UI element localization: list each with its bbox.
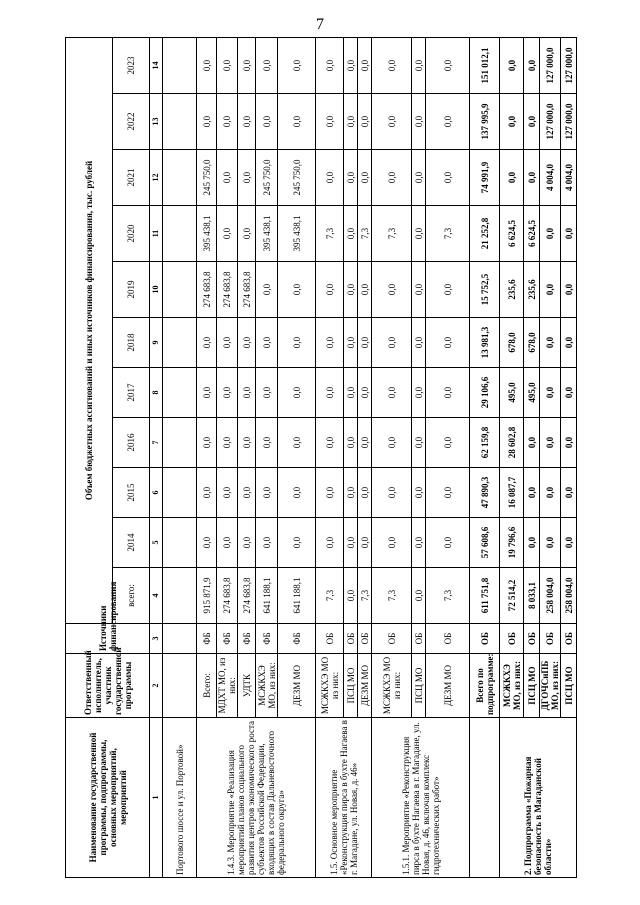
row-executor: ПСЦ МО	[412, 654, 426, 718]
row-year-value: 0,0	[256, 518, 278, 568]
row-year-value: 235,6	[500, 262, 524, 318]
row-total-value	[163, 568, 197, 624]
column-number: 14	[150, 37, 163, 93]
row-executor: ДЕЗМ МО	[426, 654, 470, 718]
row-year-value: 0,0	[426, 468, 470, 518]
row-year-value: 0,0	[561, 318, 577, 368]
row-source: ФБ	[238, 624, 256, 654]
row-year-value: 0,0	[524, 94, 540, 150]
row-executor: ПСЦ МО	[524, 654, 540, 718]
row-year-value: 0,0	[561, 518, 577, 568]
row-year-value: 0,0	[344, 206, 358, 262]
row-year-value: 678,0	[524, 318, 540, 368]
row-year-value: 0,0	[358, 94, 372, 150]
row-year-value: 0,0	[358, 37, 372, 93]
row-source: ОБ	[426, 624, 470, 654]
row-year-value: 0,0	[561, 468, 577, 518]
row-year-value: 21 252,8	[470, 206, 500, 262]
row-name: 1.5. Основное мероприятие «Реконструкция пирса в бухте Нагаева в г. Магадане, ул. Новая, д. 46»	[316, 718, 372, 878]
row-year-value: 13 981,3	[470, 318, 500, 368]
row-year-value: 0,0	[412, 318, 426, 368]
row-year-value: 0,0	[412, 206, 426, 262]
row-year-value: 0,0	[524, 37, 540, 93]
row-year-value: 0,0	[500, 94, 524, 150]
row-year-value: 0,0	[540, 418, 561, 468]
row-executor: ПСЦ МО	[561, 654, 577, 718]
row-year-value	[163, 368, 197, 418]
row-source: ФБ	[256, 624, 278, 654]
row-source: ОБ	[316, 624, 344, 654]
row-total-value: 915 871,9	[197, 568, 217, 624]
row-source: ФБ	[197, 624, 217, 654]
row-year-value: 57 608,6	[470, 518, 500, 568]
row-year-value	[163, 418, 197, 468]
row-year-value: 0,0	[372, 468, 412, 518]
row-executor: ДГОЧСиПБ МО, из них:	[540, 654, 561, 718]
row-year-value: 0,0	[561, 262, 577, 318]
row-executor: МСЖКХЭ МО, из них:	[256, 654, 278, 718]
row-year-value: 0,0	[278, 262, 316, 318]
row-year-value: 235,6	[524, 262, 540, 318]
row-year-value: 0,0	[197, 94, 217, 150]
row-year-value: 0,0	[540, 206, 561, 262]
row-year-value: 0,0	[358, 150, 372, 206]
header-year: 2019	[113, 262, 150, 318]
row-year-value: 0,0	[372, 368, 412, 418]
row-year-value: 0,0	[426, 37, 470, 93]
header-year: 2018	[113, 318, 150, 368]
column-number: 10	[150, 262, 163, 318]
row-year-value: 274 683,8	[238, 262, 256, 318]
row-year-value: 127 000,0	[561, 94, 577, 150]
row-year-value: 0,0	[256, 368, 278, 418]
row-year-value: 0,0	[412, 94, 426, 150]
row-executor: ДЕЗМ МО	[278, 654, 316, 718]
row-year-value: 0,0	[358, 318, 372, 368]
header-year: 2020	[113, 206, 150, 262]
row-executor: ПСЦ МО	[344, 654, 358, 718]
row-executor	[163, 654, 197, 718]
row-year-value: 7,3	[372, 206, 412, 262]
row-executor: ДЕЗМ МО	[358, 654, 372, 718]
row-year-value: 495,0	[524, 368, 540, 418]
column-number: 12	[150, 150, 163, 206]
row-year-value: 0,0	[278, 37, 316, 93]
row-year-value: 0,0	[238, 418, 256, 468]
row-year-value: 0,0	[256, 94, 278, 150]
row-executor: МСЖКХЭ МО из них:	[316, 654, 344, 718]
row-source: ОБ	[470, 624, 500, 654]
row-year-value: 0,0	[217, 518, 238, 568]
row-executor: УДТК	[238, 654, 256, 718]
row-year-value: 0,0	[561, 368, 577, 418]
row-source: ОБ	[372, 624, 412, 654]
table-row	[316, 37, 344, 877]
row-year-value: 0,0	[524, 150, 540, 206]
row-year-value: 0,0	[540, 318, 561, 368]
rotated-table-container	[65, 38, 610, 878]
row-year-value: 0,0	[217, 150, 238, 206]
column-number: 3	[150, 624, 163, 654]
row-year-value: 0,0	[217, 37, 238, 93]
row-year-value: 0,0	[426, 318, 470, 368]
row-year-value: 495,0	[500, 368, 524, 418]
row-total-value: 7,3	[372, 568, 412, 624]
row-year-value: 0,0	[344, 94, 358, 150]
row-year-value: 0,0	[256, 468, 278, 518]
row-source: ОБ	[344, 624, 358, 654]
row-executor: Всего по подпрограмме:	[470, 654, 500, 718]
row-year-value: 0,0	[540, 262, 561, 318]
row-year-value	[163, 94, 197, 150]
column-number: 11	[150, 206, 163, 262]
row-year-value: 0,0	[238, 368, 256, 418]
row-year-value: 0,0	[316, 262, 344, 318]
row-executor: МДХТ МО, из них:	[217, 654, 238, 718]
row-year-value: 28 602,8	[500, 418, 524, 468]
column-number: 6	[150, 468, 163, 518]
page-number: 7	[316, 16, 324, 33]
row-year-value: 7,3	[426, 206, 470, 262]
row-year-value: 6 624,5	[524, 206, 540, 262]
row-year-value: 0,0	[316, 150, 344, 206]
row-executor: Всего:	[197, 654, 217, 718]
row-total-value: 7,3	[426, 568, 470, 624]
row-year-value	[163, 206, 197, 262]
row-name: 1.4.3. Мероприятие «Реализация мероприятий планов социального развития центров экономического роста субъектов Российской Федерации, входящих в состав Дальневосточного федерального округа»	[197, 718, 316, 878]
row-year-value: 0,0	[540, 518, 561, 568]
row-year-value: 0,0	[344, 468, 358, 518]
column-number: 4	[150, 568, 163, 624]
row-year-value: 62 159,8	[470, 418, 500, 468]
row-year-value: 0,0	[540, 468, 561, 518]
header-year: 2014	[113, 518, 150, 568]
row-year-value: 0,0	[316, 518, 344, 568]
row-year-value: 0,0	[358, 468, 372, 518]
row-name	[470, 718, 500, 878]
row-year-value: 0,0	[217, 206, 238, 262]
row-year-value: 7,3	[316, 206, 344, 262]
row-year-value: 0,0	[344, 318, 358, 368]
row-source: ОБ	[540, 624, 561, 654]
row-year-value: 0,0	[372, 37, 412, 93]
row-year-value: 15 752,5	[470, 262, 500, 318]
header-year: 2015	[113, 468, 150, 518]
row-year-value: 0,0	[344, 150, 358, 206]
row-year-value: 127 000,0	[540, 94, 561, 150]
header-executor: Ответственный исполнитель, участник государственной программы	[66, 654, 150, 718]
row-source: ОБ	[358, 624, 372, 654]
row-total-value: 258 004,0	[561, 568, 577, 624]
row-year-value: 0,0	[197, 418, 217, 468]
row-year-value: 245 750,0	[278, 150, 316, 206]
row-year-value: 395 438,1	[278, 206, 316, 262]
row-year-value: 0,0	[344, 518, 358, 568]
row-executor: МСЖКХЭ МО из них:	[372, 654, 412, 718]
row-year-value: 0,0	[412, 418, 426, 468]
row-year-value	[163, 468, 197, 518]
row-year-value: 0,0	[426, 262, 470, 318]
row-year-value: 0,0	[217, 318, 238, 368]
row-year-value: 29 106,6	[470, 368, 500, 418]
row-total-value: 274 683,8	[238, 568, 256, 624]
row-year-value: 245 750,0	[197, 150, 217, 206]
column-number: 7	[150, 418, 163, 468]
row-year-value: 0,0	[412, 368, 426, 418]
row-total-value: 8 033,1	[524, 568, 540, 624]
row-total-value: 0,0	[344, 568, 358, 624]
row-year-value: 4 004,0	[561, 150, 577, 206]
row-year-value: 0,0	[278, 468, 316, 518]
row-year-value: 274 683,8	[197, 262, 217, 318]
row-year-value	[163, 37, 197, 93]
row-year-value: 0,0	[372, 518, 412, 568]
row-year-value: 0,0	[358, 518, 372, 568]
row-name: 2. Подпрограмма «Пожарная безопасность в Магаданской области»	[500, 718, 577, 878]
row-source: ФБ	[278, 624, 316, 654]
row-year-value: 0,0	[426, 418, 470, 468]
row-year-value: 0,0	[316, 318, 344, 368]
row-year-value: 0,0	[500, 150, 524, 206]
row-year-value: 0,0	[197, 468, 217, 518]
row-year-value: 395 438,1	[197, 206, 217, 262]
row-year-value	[163, 150, 197, 206]
column-number: 13	[150, 94, 163, 150]
row-year-value: 274 683,8	[217, 262, 238, 318]
row-year-value	[163, 318, 197, 368]
row-source: ФБ	[217, 624, 238, 654]
row-total-value: 641 188,1	[278, 568, 316, 624]
row-year-value: 0,0	[278, 518, 316, 568]
row-source	[163, 624, 197, 654]
financing-table	[65, 37, 577, 878]
row-year-value: 7,3	[358, 206, 372, 262]
header-total: всего:	[113, 568, 150, 624]
header-name: Наименование государственной программы, подпрограммы, основных мероприятий, мероприятий	[66, 718, 150, 878]
row-year-value: 0,0	[217, 418, 238, 468]
row-year-value: 0,0	[344, 418, 358, 468]
row-year-value: 16 087,7	[500, 468, 524, 518]
row-year-value: 0,0	[238, 37, 256, 93]
row-year-value: 0,0	[358, 262, 372, 318]
row-year-value: 0,0	[238, 150, 256, 206]
row-year-value: 0,0	[316, 37, 344, 93]
row-year-value: 19 796,6	[500, 518, 524, 568]
row-executor: МСЖКХЭ МО, из них:	[500, 654, 524, 718]
column-number: 5	[150, 518, 163, 568]
header-year: 2023	[113, 37, 150, 93]
table-row	[372, 37, 412, 877]
header-year: 2021	[113, 150, 150, 206]
header-source: Источники финансирования	[66, 624, 150, 654]
row-year-value: 0,0	[372, 262, 412, 318]
row-year-value: 0,0	[412, 468, 426, 518]
row-year-value: 127 000,0	[540, 37, 561, 93]
row-source: ОБ	[500, 624, 524, 654]
column-number: 2	[150, 654, 163, 718]
row-year-value: 0,0	[278, 318, 316, 368]
row-year-value: 0,0	[372, 418, 412, 468]
row-year-value	[163, 518, 197, 568]
row-year-value: 6 624,5	[500, 206, 524, 262]
row-source: ОБ	[412, 624, 426, 654]
row-total-value: 0,0	[412, 568, 426, 624]
row-year-value: 0,0	[540, 368, 561, 418]
row-year-value: 0,0	[256, 37, 278, 93]
row-year-value: 137 995,9	[470, 94, 500, 150]
column-number: 9	[150, 318, 163, 368]
row-year-value: 0,0	[358, 368, 372, 418]
row-year-value: 0,0	[372, 94, 412, 150]
row-total-value: 641 188,1	[256, 568, 278, 624]
row-year-value: 47 890,3	[470, 468, 500, 518]
row-year-value: 0,0	[344, 368, 358, 418]
row-year-value: 0,0	[358, 418, 372, 468]
row-total-value: 274 683,8	[217, 568, 238, 624]
column-number: 8	[150, 368, 163, 418]
row-year-value: 0,0	[197, 368, 217, 418]
row-year-value: 0,0	[217, 368, 238, 418]
row-year-value: 0,0	[372, 150, 412, 206]
row-year-value: 0,0	[256, 262, 278, 318]
row-year-value: 0,0	[278, 368, 316, 418]
row-year-value: 0,0	[217, 468, 238, 518]
row-year-value: 245 750,0	[256, 150, 278, 206]
row-year-value: 0,0	[426, 518, 470, 568]
row-source: ОБ	[561, 624, 577, 654]
row-total-value: 611 751,8	[470, 568, 500, 624]
row-year-value: 0,0	[238, 518, 256, 568]
row-name: 1.5.1. Мероприятие «Реконструкция пирса в бухте Нагаева в г. Магадане, ул. Новая, д. 46, включая комплекс гидротехнических работ»	[372, 718, 470, 878]
row-year-value: 0,0	[316, 368, 344, 418]
row-year-value: 0,0	[197, 37, 217, 93]
table-row	[163, 37, 197, 877]
row-year-value: 0,0	[278, 418, 316, 468]
row-year-value: 0,0	[412, 518, 426, 568]
row-year-value: 0,0	[316, 94, 344, 150]
row-year-value: 0,0	[561, 418, 577, 468]
row-year-value: 0,0	[426, 150, 470, 206]
row-year-value: 74 991,9	[470, 150, 500, 206]
row-year-value: 0,0	[426, 368, 470, 418]
row-total-value: 7,3	[358, 568, 372, 624]
row-year-value	[163, 262, 197, 318]
row-year-value: 0,0	[412, 262, 426, 318]
row-year-value: 127 000,0	[561, 37, 577, 93]
header-year: 2016	[113, 418, 150, 468]
row-year-value: 0,0	[524, 468, 540, 518]
row-year-value: 0,0	[197, 318, 217, 368]
row-year-value: 151 012,1	[470, 37, 500, 93]
row-year-value: 0,0	[238, 94, 256, 150]
row-year-value: 0,0	[217, 94, 238, 150]
row-year-value: 0,0	[500, 37, 524, 93]
row-year-value: 0,0	[256, 318, 278, 368]
row-year-value: 0,0	[316, 418, 344, 468]
row-year-value: 0,0	[238, 206, 256, 262]
row-total-value: 258 004,0	[540, 568, 561, 624]
row-year-value: 0,0	[412, 150, 426, 206]
row-year-value: 0,0	[524, 518, 540, 568]
row-source: ОБ	[524, 624, 540, 654]
row-year-value: 0,0	[561, 206, 577, 262]
row-year-value: 0,0	[256, 418, 278, 468]
row-year-value: 0,0	[238, 318, 256, 368]
row-year-value: 0,0	[344, 262, 358, 318]
table-row	[500, 37, 524, 877]
row-year-value: 4 004,0	[540, 150, 561, 206]
column-number: 1	[150, 718, 163, 878]
header-year: 2017	[113, 368, 150, 418]
row-year-value: 0,0	[278, 94, 316, 150]
row-year-value: 395 438,1	[256, 206, 278, 262]
row-year-value: 0,0	[238, 468, 256, 518]
table-row	[197, 37, 217, 877]
row-name: Портового шоссе и ул. Портовой»	[163, 718, 197, 878]
table-row	[470, 37, 500, 877]
row-year-value: 0,0	[197, 518, 217, 568]
row-year-value: 0,0	[316, 468, 344, 518]
row-total-value: 72 514,2	[500, 568, 524, 624]
row-year-value: 0,0	[372, 318, 412, 368]
row-year-value: 678,0	[500, 318, 524, 368]
row-year-value: 0,0	[524, 418, 540, 468]
row-year-value: 0,0	[344, 37, 358, 93]
row-year-value: 0,0	[426, 94, 470, 150]
row-year-value: 0,0	[412, 37, 426, 93]
header-year: 2022	[113, 94, 150, 150]
row-total-value: 7,3	[316, 568, 344, 624]
header-volume: Объем бюджетных ассигнований и иных источников финансирования, тыс. рублей	[66, 37, 113, 623]
